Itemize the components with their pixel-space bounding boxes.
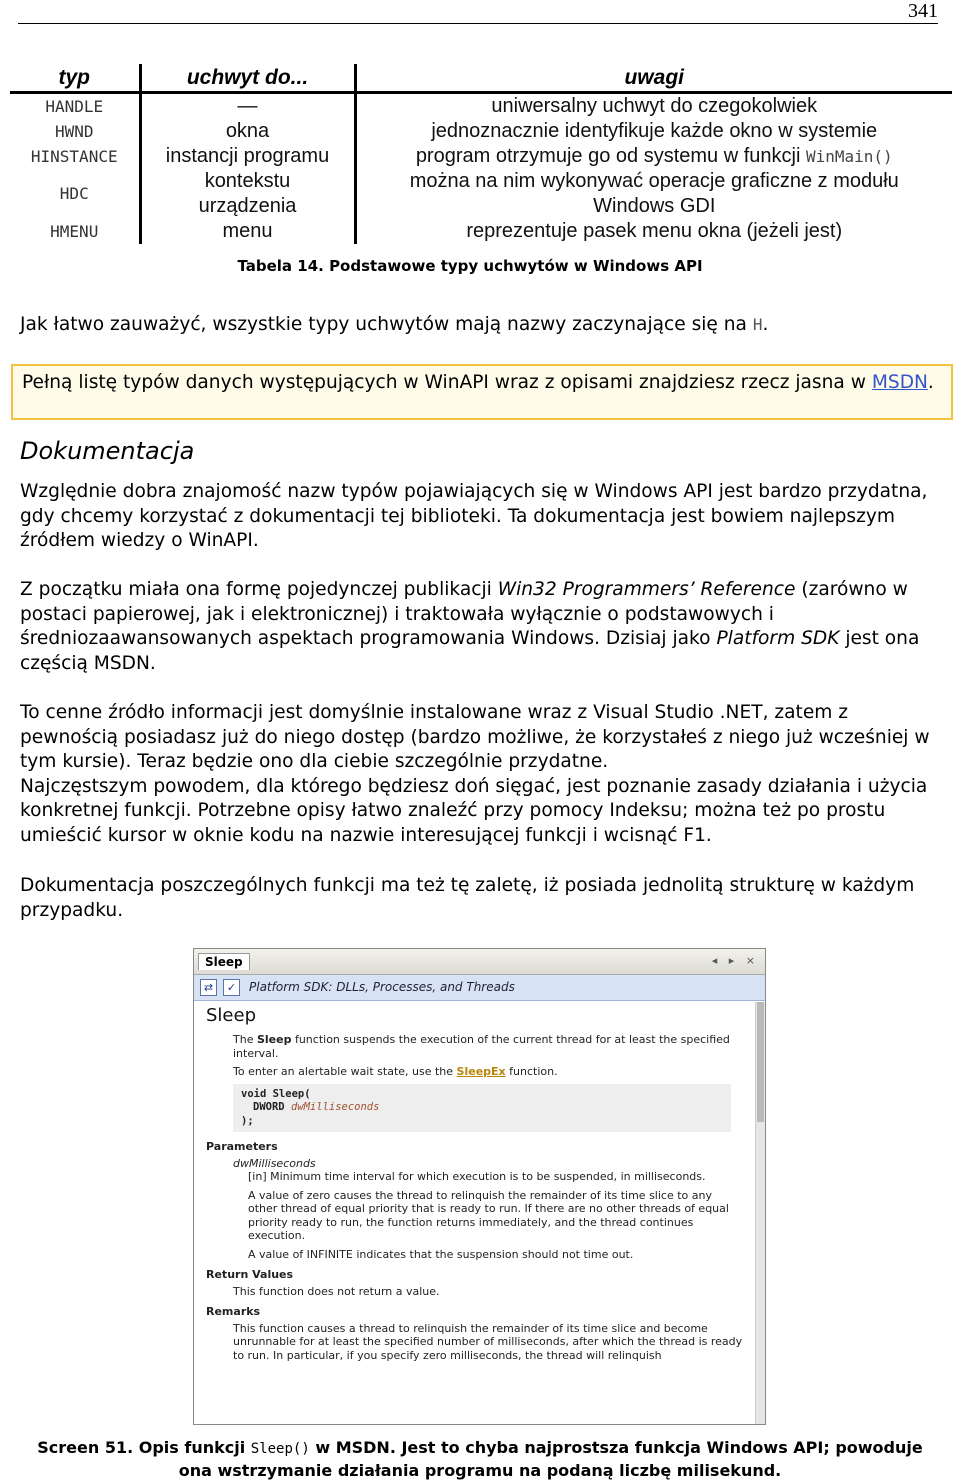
- paragraph-handles-prefix: [20, 313, 945, 338]
- scroll-thumb[interactable]: [757, 1002, 764, 1122]
- return-desc: This function does not return a value.: [233, 1284, 440, 1298]
- table-cell-type: HDC: [10, 169, 140, 219]
- table-cell-handle-to: [140, 169, 355, 219]
- msdn-help-window: [193, 948, 766, 1425]
- table-row: [10, 92, 952, 119]
- help-tab-sleep[interactable]: Sleep: [198, 953, 250, 970]
- table-row: [10, 144, 952, 169]
- window-controls[interactable]: ◂ ▸ ×: [711, 954, 759, 967]
- paragraph-text: Jak łatwo zauważyć, wszystkie typy uchwytów mają nazwy zaczynające się na: [20, 314, 753, 335]
- section-heading: Dokumentacja: [20, 437, 195, 465]
- table-header-handle-to: uchwyt do...: [140, 64, 355, 92]
- table-cell-notes: uniwersalny uchwyt do czegokolwiek: [491, 94, 818, 117]
- table-cell-notes: jednoznacznie identyfikuje każde okno w systemie: [431, 119, 878, 142]
- table-cell-notes: reprezentuje pasek menu okna (jeżeli jest): [466, 219, 843, 242]
- table-header-type: typ: [10, 64, 140, 92]
- table-header-notes: uwagi: [355, 64, 952, 92]
- help-page-title: Sleep: [206, 1005, 257, 1026]
- sleepex-link[interactable]: SleepEx: [456, 1065, 506, 1078]
- table-caption: Tabela 14. Podstawowe typy uchwytów w Windows API: [237, 257, 703, 275]
- table-cell-type: HINSTANCE: [10, 144, 140, 169]
- help-titlebar: [194, 949, 765, 975]
- notes-line: można na nim wykonywać operacje graficzne z modułu: [409, 169, 899, 192]
- table-cell-type: HWND: [10, 119, 140, 144]
- remarks-heading: Remarks: [206, 1305, 261, 1318]
- table-cell-type: HANDLE: [10, 92, 140, 119]
- notes-text: program otrzymuje go od systemu w funkcji: [415, 144, 806, 167]
- sync-toc-icon[interactable]: ⇄: [200, 979, 217, 996]
- table-cell-handle-to: —: [140, 92, 355, 119]
- handle-to-line: urządzenia: [198, 194, 297, 217]
- paragraph-text: To cenne źródło informacji jest domyślnie instalowane wraz z Visual Studio .NET, zatem z pewnością posiadasz już do niego dostęp (bardzo możliwe, że korzystałeś z niego już wcześniej w tym kursie). Teraz będzie ono dla ciebie szczególnie przydatne.: [20, 702, 930, 773]
- syntax-code-block: void Sleep( DWORD dwMilliseconds );: [233, 1084, 731, 1133]
- handle-to-line: kontekstu: [204, 169, 291, 192]
- winmain-code: WinMain(): [805, 146, 893, 166]
- publication-title: Win32 Programmers’ Reference: [497, 579, 796, 600]
- table-row: [10, 169, 952, 219]
- table-cell-handle-to: instancji programu: [140, 144, 355, 169]
- table-cell-handle-to: okna: [140, 119, 355, 144]
- paragraph-end: .: [762, 314, 769, 335]
- param-desc: A value of zero causes the thread to relinquish the remainder of its time slice to any other thread of equal priority that is ready to run. If there are no other threads of equal priority ready to run, the function returns immediately, and the thread continues execution.: [248, 1188, 729, 1242]
- figure-caption: Screen 51. Opis funkcji Sleep() w MSDN. Jest to chyba najprostsza funkcja Windows API; powoduje ona wstrzymanie działania programu na podaną liczbę milisekund.: [37, 1438, 923, 1480]
- param-desc: [in] Minimum time interval for which execution is to be suspended, in milliseconds.: [248, 1170, 706, 1183]
- param-name: dwMilliseconds: [233, 1156, 316, 1170]
- table-row: [10, 219, 952, 244]
- paragraph-text: Z początku miała ona formę pojedynczej publikacji: [20, 579, 498, 600]
- inline-code: H: [752, 315, 763, 334]
- page-number: 341: [908, 0, 938, 22]
- remarks-desc: This function causes a thread to relinquish the remainder of its time slice and become unrunnable for at least the specified number of milliseconds, after which the thread is ready to run. In particular, if you specify zero milliseconds, the thread will relinquish: [233, 1321, 743, 1362]
- help-navbar: [194, 975, 765, 1001]
- notes-line: Windows GDI: [593, 194, 716, 217]
- parameters-heading: Parameters: [206, 1140, 278, 1153]
- paragraph-text: Najczęstszym powodem, dla którego będziesz doń sięgać, jest poznanie zasady działania i użycia konkretnej funkcji. Potrzebne opisy łatwo znaleźć przy pomocy Indeksu; można też po prostu umieścić kursor w oknie kodu na nazwie interesującej funkcji i wcisnąć F1.: [20, 775, 928, 846]
- help-scrollbar[interactable]: [755, 1002, 765, 1424]
- table-cell-notes: [355, 144, 952, 169]
- table-header-row: [10, 64, 952, 92]
- handle-types-table: [10, 64, 952, 244]
- checkmark-icon[interactable]: ✓: [223, 979, 240, 996]
- paragraph-structure: Dokumentacja poszczególnych funkcji ma też tę zaletę, iż posiada jednolitą strukturę w każdym przypadku.: [20, 875, 915, 921]
- help-alertable: To enter an alertable wait state, use the SleepEx function.: [233, 1065, 558, 1078]
- table-cell-notes: [355, 169, 952, 219]
- header-rule: [18, 23, 938, 24]
- paragraph-text: jest ona częścią MSDN.: [20, 628, 920, 674]
- table-cell-handle-to: menu: [140, 219, 355, 244]
- note-text: Pełną listę typów danych występujących w WinAPI wraz z opisami znajdziesz rzecz jasna w: [22, 372, 872, 393]
- param-desc: A value of INFINITE indicates that the suspension should not time out.: [248, 1247, 634, 1261]
- help-intro: The Sleep function suspends the execution of the current thread for at least the specified interval.: [233, 1033, 730, 1060]
- paragraph-usage: [20, 701, 945, 849]
- paragraph-text: (zarówno w postaci papierowej, jak i elektronicznej) i traktowała wyłącznie o podstawowych i średniozaawansowanych aspektach programowania Windows. Dzisiaj jako: [20, 579, 908, 650]
- breadcrumb[interactable]: Platform SDK: DLLs, Processes, and Threads: [249, 980, 515, 994]
- note-end: .: [927, 372, 934, 393]
- return-values-heading: Return Values: [206, 1268, 294, 1281]
- paragraph-history: [20, 578, 945, 676]
- msdn-link[interactable]: MSDN: [871, 372, 928, 393]
- note-box: [11, 364, 953, 420]
- platform-sdk-term: Platform SDK: [716, 628, 840, 650]
- table-row: [10, 119, 952, 144]
- table-cell-type: HMENU: [10, 219, 140, 244]
- help-content: [194, 1002, 755, 1424]
- paragraph-intro: Względnie dobra znajomość nazw typów pojawiających się w Windows API jest bardzo przydatna, gdy chcemy korzystać z dokumentacji tej biblioteki. Ta dokumentacja jest bowiem najlepszym źródłem wiedzy o WinAPI.: [20, 481, 928, 552]
